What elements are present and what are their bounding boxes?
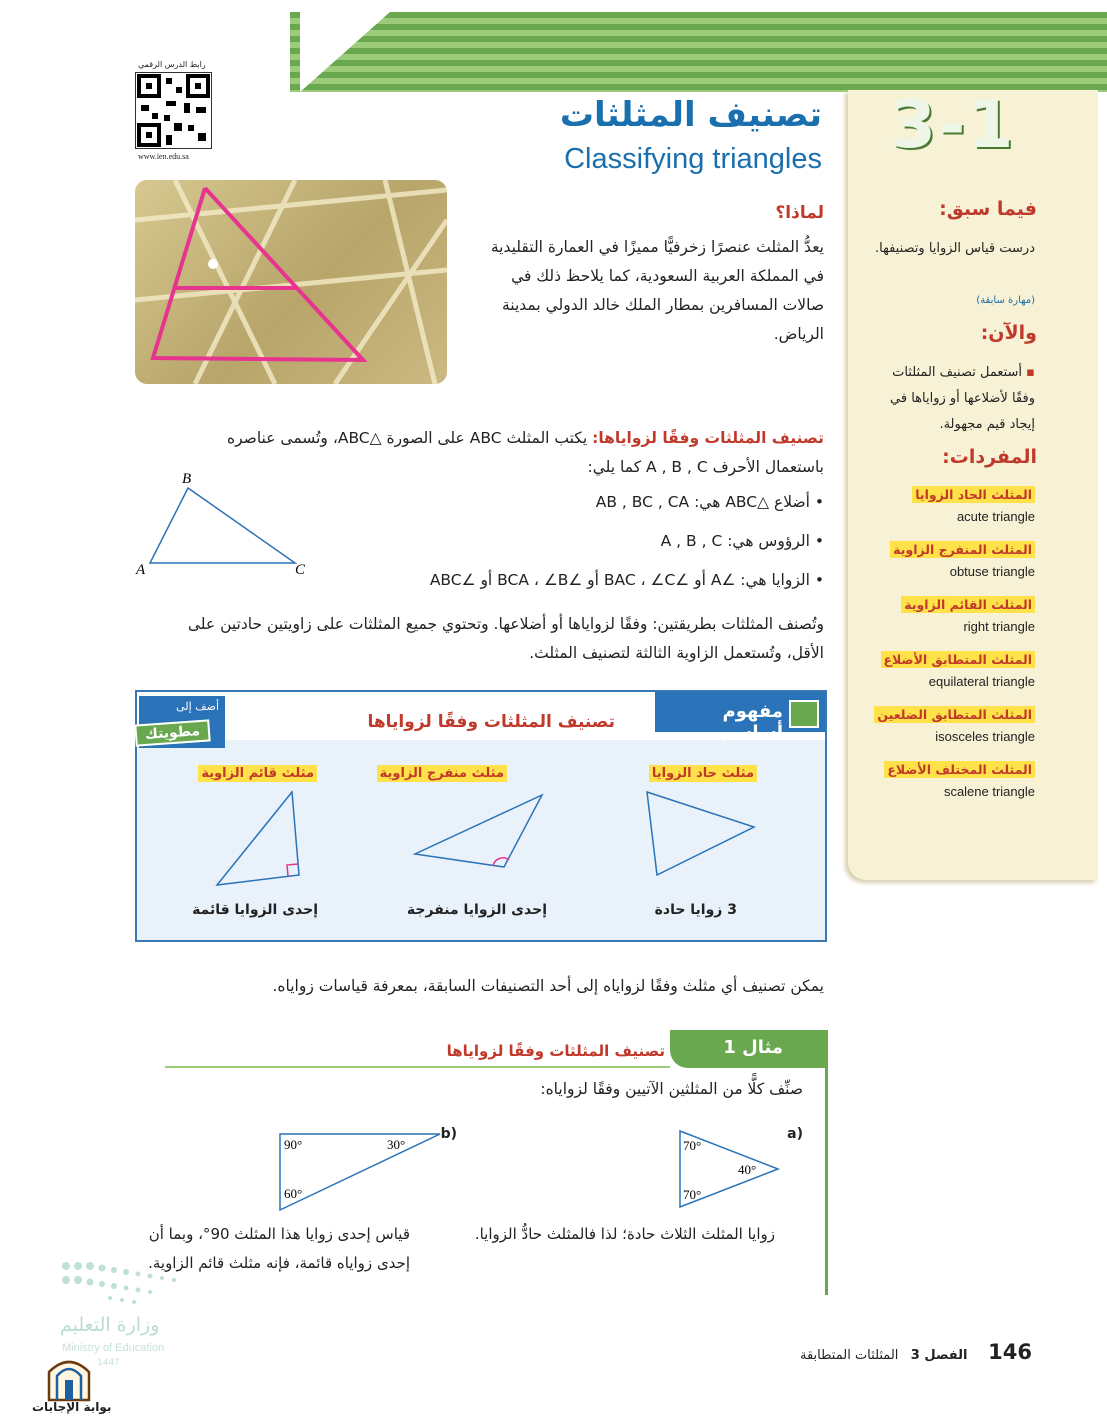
angle-b2: 30° [387,1137,406,1152]
part-b-answer: قياس إحدى زوايا هذا المثلث 90°، وبما أن إحدى زواياه قائمة، فإنه مثلث قائم الزاوية. [148,1225,410,1272]
obtuse-triangle-figure [409,792,549,872]
vocab-item: المثلث المنفرج الزاوية obtuse triangle [835,539,1035,594]
list-item: • أضلاع △ABC هي: AB , BC , CA [595,493,824,511]
vertex-b: B [182,471,192,487]
triangle-b-figure [275,1130,445,1212]
vocab-item: المثلث المختلف الأضلاع scalene triangle [835,759,1035,814]
acute-caption: 3 زوايا حادة [654,902,737,918]
lesson-number: 3-1 [890,86,1016,163]
bullet-icon: ▪ [1022,365,1035,380]
list-item: • الزوايا هي: ∠A أو ∠BAC ، ∠C أو ∠BCA ، ∠B أو ∠ABC [429,571,824,589]
ministry-name-en: Ministry of Education [62,1342,165,1354]
ministry-dots-logo [60,1258,190,1308]
concept-logo-icon [789,700,819,728]
page-footer [800,1340,1032,1364]
example-box [148,1030,828,1295]
key-concept-box [135,690,827,942]
why-text: يعدُّ المثلث عنصرًا زخرفيًّا مميزًا في العمارة التقليدية في المملكة العربية السعودية، كما يلاحظ ذلك في صالات المسافرين بمطار الملك خالد الدولي بمدينة الرياض. [490,238,824,343]
right-triangle-figure [212,787,312,887]
list-item: • الرؤوس هي: A , B , C [660,532,824,550]
vocab-list [835,484,1035,814]
ministry-name-ar: وزارة التعليم [60,1314,160,1336]
before-heading: فيما سبق: [939,198,1037,220]
before-text: درست قياس الزوايا وتصنيفها. [875,241,1035,256]
part-a-answer: زوايا المثلث الثلاث حادة؛ لذا فالمثلث حادُّ الزوايا. [474,1225,775,1243]
concept-tag: مفهوم أساسي [655,692,825,732]
why-heading: لماذا؟ [775,203,824,223]
example-tag: مثال 1 [670,1030,825,1068]
vertex-a: A [136,562,146,578]
now-text: ▪ أستعمل تصنيف المثلثات وفقًا لأضلاعها أو زواياها في إيجاد قيم مجهولة. [890,365,1035,432]
qr-url: www.ien.edu.sa [138,152,189,161]
part-a-label: (a [787,1126,803,1142]
right-title: مثلث قائم الزاوية [198,762,317,781]
triangle-a-figure [675,1127,785,1209]
qr-code-icon[interactable] [135,72,212,149]
example-title: تصنيف المثلثات وفقًا لزواياها [446,1042,665,1060]
vocab-item: المثلث القائم الزاوية right triangle [835,594,1035,649]
right-caption: إحدى الزوايا قائمة [192,902,318,918]
vocab-item: المثلث المتطابق الضلعين isosceles triangle [835,704,1035,759]
header-fold [300,12,390,92]
answers-portal-label: بوابة الإجابات [32,1400,112,1414]
now-heading: والآن: [980,322,1037,344]
obtuse-title: مثلث منفرج الزاوية [377,762,507,781]
section1-intro: تصنيف المثلثات وفقًا لزواياها: يكتب المثلث ABC على الصورة △ABC، وتُسمى عناصره باستعمال الأحرف A , B , C كما يلي: [226,429,824,476]
example-rule [165,1066,670,1068]
page-title-english: Classifying triangles [564,143,822,175]
header-stripes [290,12,1107,92]
vocab-heading: المفردات: [942,446,1037,468]
acute-title: مثلث حاد الزوايا [649,762,757,781]
acute-triangle-figure [642,787,767,882]
triangle-abc-figure [130,468,320,583]
chapter-number: الفصل 3 [910,1348,968,1363]
elements-list [394,488,824,595]
angle-a2: 40° [738,1162,757,1177]
page-title-arabic: تصنيف المثلثات [559,95,822,135]
vertex-c: C [295,562,306,578]
obtuse-caption: إحدى الزوايا منفرجة [406,902,547,918]
concept-title: تصنيف المثلثات وفقًا لزواياها [367,712,615,732]
vocab-item: المثلث المتطابق الأضلاع equilateral triangle [835,649,1035,704]
example-prompt: صنِّف كلًّا من المثلثين الآتيين وفقًا لزواياه: [540,1080,803,1098]
angle-b1: 90° [284,1137,303,1152]
prior-skill-note: (مهارة سابقة) [976,295,1035,306]
angle-a3: 70° [683,1187,702,1202]
angle-b3: 60° [284,1186,303,1201]
year-label: 1447 [97,1358,120,1368]
answers-portal-icon[interactable] [45,1352,93,1402]
angle-a1: 70° [683,1138,702,1153]
foldable-badge[interactable]: أضف إلى مطويتك [139,696,225,748]
vocab-item: المثلث الحاد الزوايا acute triangle [835,484,1035,539]
ceiling-photo [135,180,447,384]
part-b-label: (b [440,1126,457,1142]
classification-paragraph: وتُصنف المثلثات بطريقتين: وفقًا لزواياها أو أضلاعها. وتحتوي جميع المثلثات على زاويتين حادتين على الأقل، وتُستعمل الزاوية الثالثة لتصنيف المثلث. [187,615,824,662]
qr-label: رابط الدرس الرقمي [138,60,206,69]
page-number: 146 [988,1340,1032,1364]
chapter-title: المثلثات المتطابقة [800,1348,899,1363]
transition-text: يمكن تصنيف أي مثلث وفقًا لزواياه إلى أحد التصنيفات السابقة، بمعرفة قياسات زواياه. [272,977,824,995]
